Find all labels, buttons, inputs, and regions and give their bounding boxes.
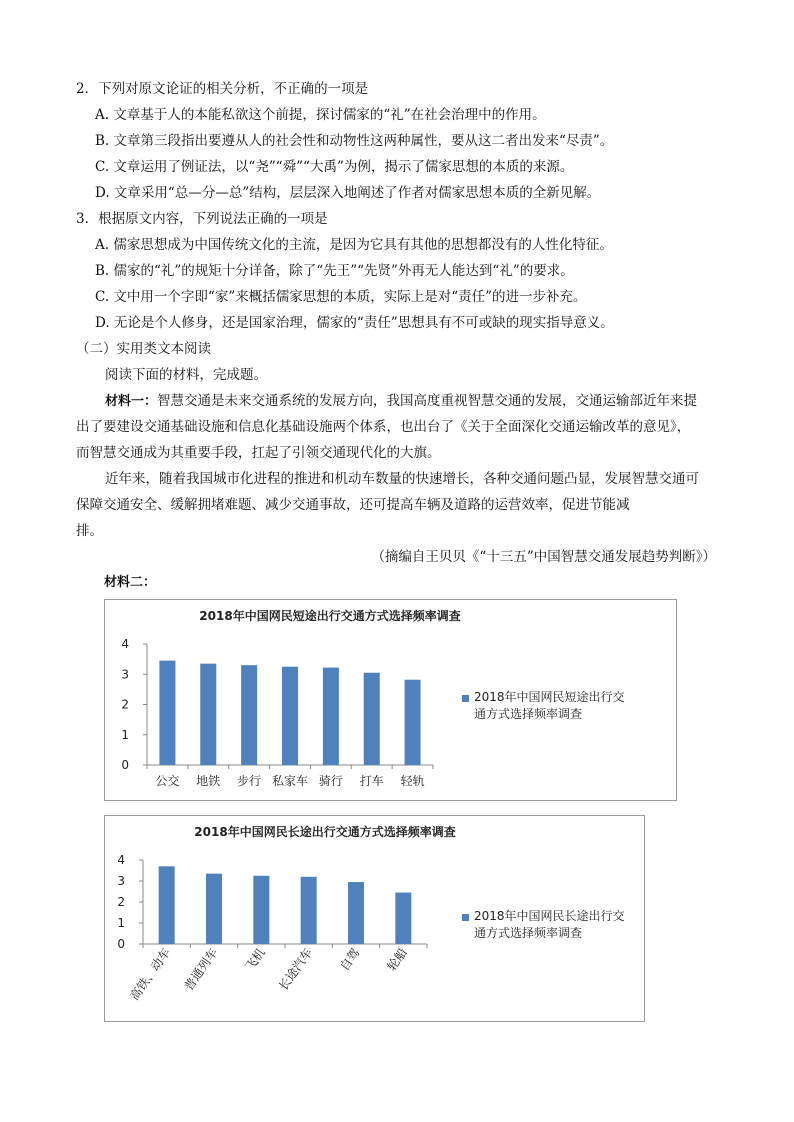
- y-tick-label: 3: [121, 667, 129, 682]
- bar-1: [159, 661, 175, 765]
- x-category-label: 自驾: [337, 945, 363, 974]
- y-tick-label: 0: [117, 937, 125, 951]
- x-category-label: 公交: [155, 774, 180, 788]
- paragraph-two-line-1: 近年来，随着我国城市化进程的推进和机动车数量的快速增长，各种交通问题凸显，发展智慧交通可: [105, 471, 699, 487]
- y-tick-label: 2: [117, 895, 125, 909]
- long-trip-chart: [104, 815, 645, 1022]
- q2-option-c: C. 文章运用了例证法，以“尧”“舜”“大禹”为例，揭示了儒家思想的本质的来源。: [95, 159, 574, 175]
- x-category-label: 普通列车: [181, 945, 221, 994]
- long-trip-chart-svg: [105, 816, 644, 1021]
- paragraph-two-line-3: 排。: [76, 523, 103, 539]
- x-category-label: 飞机: [242, 945, 268, 974]
- material-one-text-line-1: 智慧交通是未来交通系统的发展方向，我国高度重视智慧交通的发展，交通运输部近年来提: [157, 393, 698, 409]
- x-category-label: 轻轨: [400, 774, 425, 788]
- material-one-label: 材料一：: [105, 394, 158, 409]
- y-tick-label: 3: [117, 874, 125, 888]
- reading-instruction: 阅读下面的材料，完成题。: [105, 367, 267, 383]
- y-tick-label: 2: [121, 697, 129, 712]
- bar-2: [206, 874, 222, 944]
- x-category-label: 步行: [237, 774, 262, 788]
- bar-5: [323, 668, 339, 765]
- material-one-text-line-2: 出了要建设交通基础设施和信息化基础设施两个体系，也出台了《关于全面深化交通运输改革的意见》，: [76, 419, 691, 435]
- material-two-label: 材料二：: [104, 575, 157, 590]
- y-tick-label: 1: [117, 916, 125, 930]
- material-one-first-line: [105, 392, 697, 411]
- bar-3: [241, 665, 257, 765]
- q2-option-b: B. 文章第三段指出要遵从人的社会性和动物性这两种属性，要从这二者出发来“尽责”。: [95, 133, 614, 149]
- material-one-text-line-3: 而智慧交通成为其重要手段，扛起了引领交通现代化的大旗。: [76, 445, 441, 461]
- x-category-label: 骑行: [318, 774, 343, 788]
- bar-6: [395, 893, 411, 944]
- x-category-label: 私家车: [271, 774, 309, 788]
- source-citation: （摘编自王贝贝《“十三五”中国智慧交通发展趋势判断》）: [371, 549, 716, 565]
- x-category-label: 打车: [359, 774, 384, 788]
- x-category-label: 长途汽车: [276, 945, 316, 994]
- chart-title: 2018年中国网民长途出行交通方式选择频率调查: [194, 825, 456, 839]
- bar-2: [200, 664, 216, 765]
- legend-label: 2018年中国网民长途出行交: [474, 909, 625, 923]
- q3-option-b: B. 儒家的“礼”的规矩十分详备，除了“先王”“先贤”外再无人能达到“礼”的要求。: [95, 263, 574, 279]
- bar-4: [282, 667, 298, 765]
- chart-title: 2018年中国网民短途出行交通方式选择频率调查: [199, 609, 461, 623]
- q3-option-d: D. 无论是个人修身，还是国家治理，儒家的“责任”思想具有不可或缺的现实指导意义。: [95, 315, 614, 331]
- legend-swatch: [462, 695, 469, 702]
- q3-option-c: C. 文中用一个字即“家”来概括儒家思想的本质，实际上是对“责任”的进一步补充。: [95, 289, 587, 305]
- legend-label: 通方式选择频率调查: [474, 926, 583, 940]
- q2-option-d: D. 文章采用“总—分—总”结构，层层深入地阐述了作者对儒家思想本质的全新见解。: [95, 185, 601, 201]
- y-tick-label: 4: [121, 637, 129, 651]
- q3-option-a: A. 儒家思想成为中国传统文化的主流，是因为它具有其他的思想都没有的人性化特征。: [95, 237, 613, 253]
- short-trip-chart: [104, 599, 677, 801]
- x-category-label: 地铁: [196, 774, 221, 788]
- x-category-label: 高铁、动车: [127, 945, 174, 1003]
- q2-stem: 2．下列对原文论证的相关分析，不正确的一项是: [76, 81, 369, 97]
- legend-swatch: [462, 914, 469, 921]
- y-tick-label: 0: [121, 758, 129, 772]
- bar-6: [364, 673, 380, 765]
- short-trip-chart-svg: [105, 600, 676, 800]
- q2-option-a: A. 文章基于人的本能私欲这个前提，探讨儒家的“礼”在社会治理中的作用。: [95, 107, 546, 123]
- x-category-label: 轮船: [384, 945, 410, 974]
- bar-5: [348, 882, 364, 944]
- bar-1: [159, 866, 175, 944]
- q3-stem: 3．根据原文内容，下列说法正确的一项是: [76, 211, 328, 227]
- bar-4: [301, 877, 317, 944]
- legend-label: 2018年中国网民短途出行交: [474, 690, 625, 704]
- paragraph-two-line-2: 保障交通安全、缓解拥堵难题、减少交通事故，还可提高车辆及道路的运营效率，促进节能减: [76, 497, 630, 513]
- bar-7: [405, 680, 421, 765]
- legend-label: 通方式选择频率调查: [474, 707, 583, 721]
- bar-3: [253, 876, 269, 944]
- section-title: （二）实用类文本阅读: [76, 341, 211, 357]
- y-tick-label: 1: [121, 727, 129, 742]
- y-tick-label: 4: [117, 853, 125, 867]
